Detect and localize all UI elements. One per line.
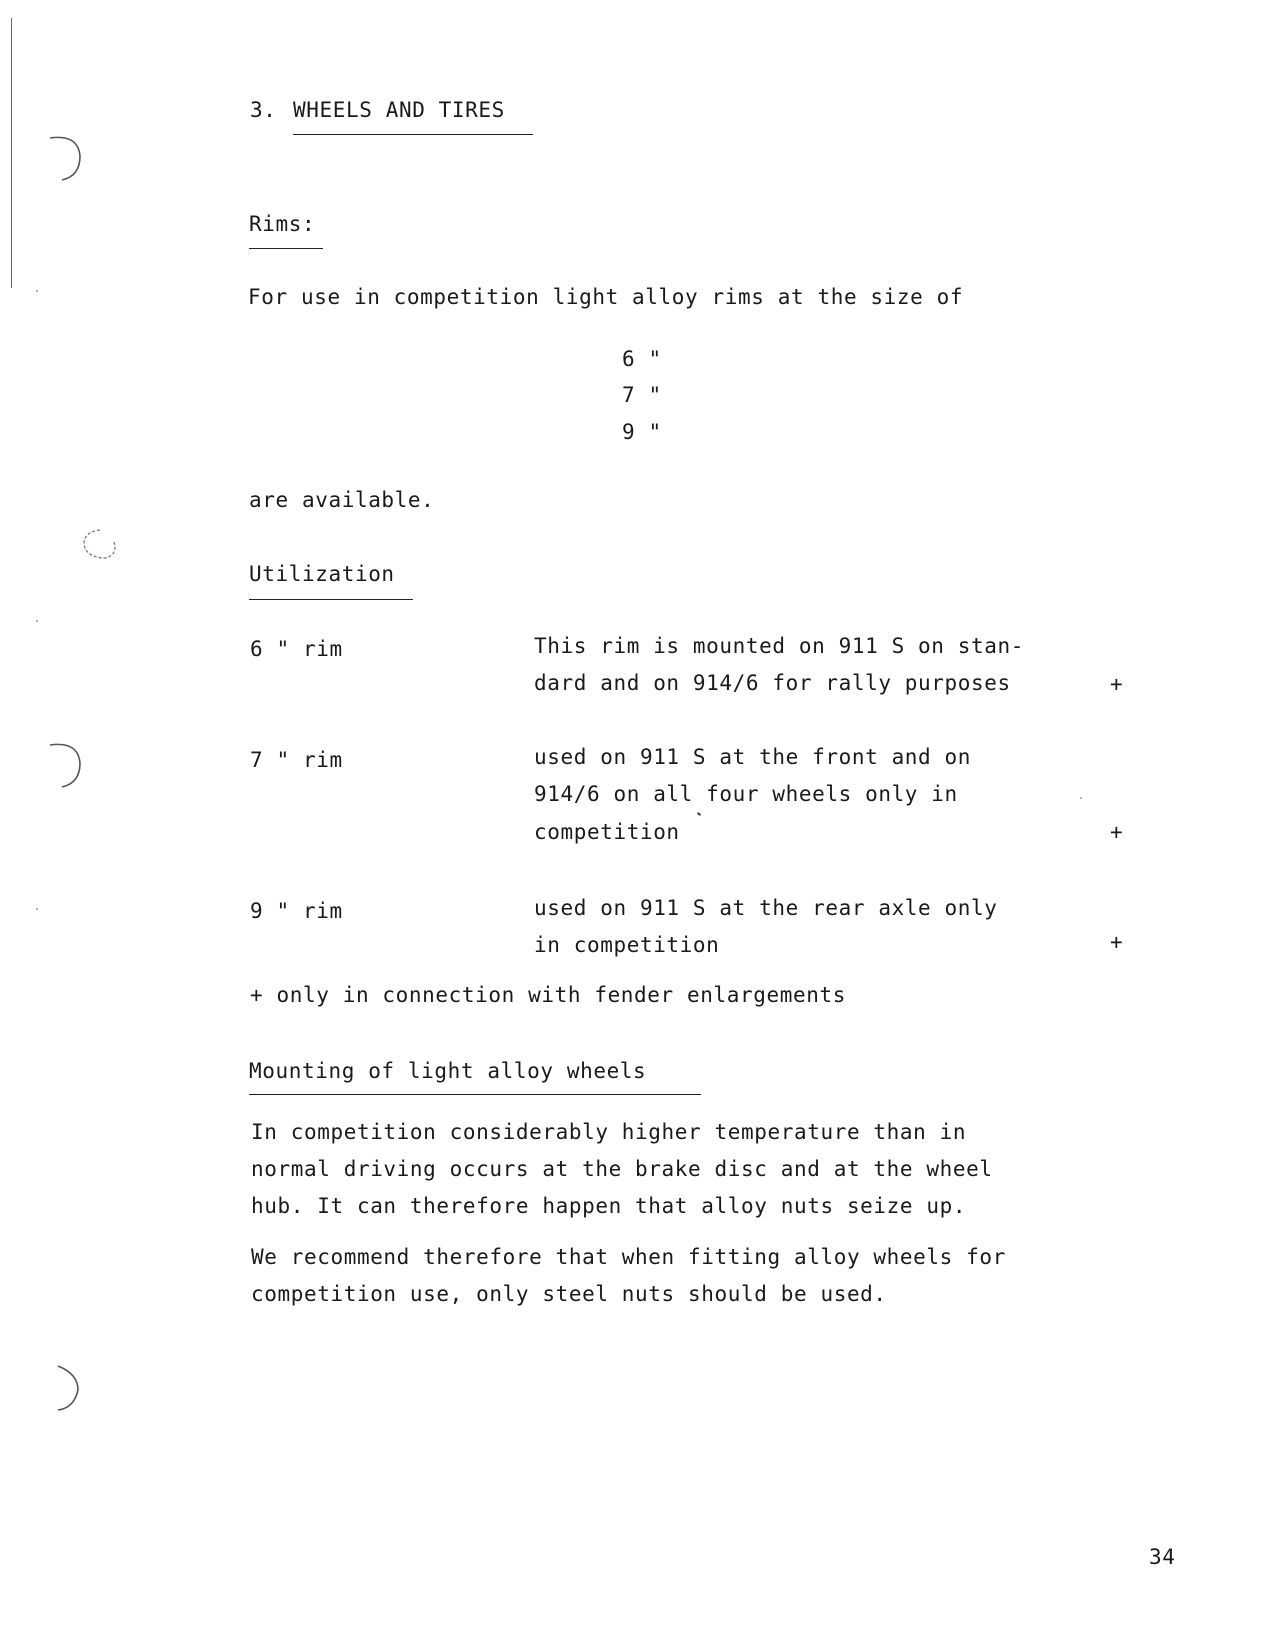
mounting-paragraph-line: We recommend therefore that when fitting alloy wheels for [251,1245,1006,1269]
rim-row-desc-line: in competition [534,933,720,957]
rim-size-9: 9 " [622,420,662,444]
rims-heading: Rims: [249,212,316,236]
mounting-paragraph-line: competition use, only steel nuts should be used. [251,1282,887,1306]
rim-row-desc-line: This rim is mounted on 911 S on stan- [534,634,1024,658]
scan-speck [1080,797,1082,799]
rims-intro: For use in competition light alloy rims at the size of [248,285,964,309]
utilization-footnote: + only in connection with fender enlargements [250,983,846,1007]
section-title-underline [293,134,533,135]
rim-row-desc-line: used on 911 S at the rear axle only [534,896,998,920]
rim-row-desc-line: competition [534,820,680,844]
scan-speck [697,812,701,816]
rim-size-6: 6 " [622,347,662,371]
binder-hole-mark [44,1360,84,1416]
footnote-mark: + [1110,930,1123,954]
rim-row-label: 9 " rim [250,899,343,923]
footnote-mark: + [1110,820,1123,844]
binder-hole-mark [40,735,90,791]
rims-outro: are available. [249,488,435,512]
rim-row-label: 7 " rim [250,748,343,772]
utilization-heading-underline [249,599,413,600]
binder-hole-mark [72,522,122,566]
mounting-heading: Mounting of light alloy wheels [249,1059,647,1083]
utilization-heading: Utilization [249,562,395,586]
mounting-paragraph-line: In competition considerably higher temperature than in [251,1120,967,1144]
mounting-heading-underline [249,1094,701,1095]
mounting-paragraph-line: normal driving occurs at the brake disc and at the wheel [251,1157,993,1181]
rim-row-label: 6 " rim [250,637,343,661]
rim-row-desc-line: used on 911 S at the front and on [534,745,972,769]
mounting-paragraph-line: hub. It can therefore happen that alloy nuts seize up. [251,1194,967,1218]
rims-heading-underline [249,248,323,249]
rim-row-desc-line: dard and on 914/6 for rally purposes [534,671,1011,695]
section-title: WHEELS AND TIRES [293,98,505,122]
page-number: 34 [1149,1545,1176,1569]
binder-hole-mark [40,128,90,184]
scan-speck [36,908,38,910]
section-number: 3. [250,98,277,122]
rim-size-7: 7 " [622,383,662,407]
footnote-mark: + [1110,672,1123,696]
scan-margin-line [11,18,12,288]
scan-speck [36,290,38,292]
scan-speck [36,620,38,622]
rim-row-desc-line: 914/6 on all four wheels only in [534,782,958,806]
